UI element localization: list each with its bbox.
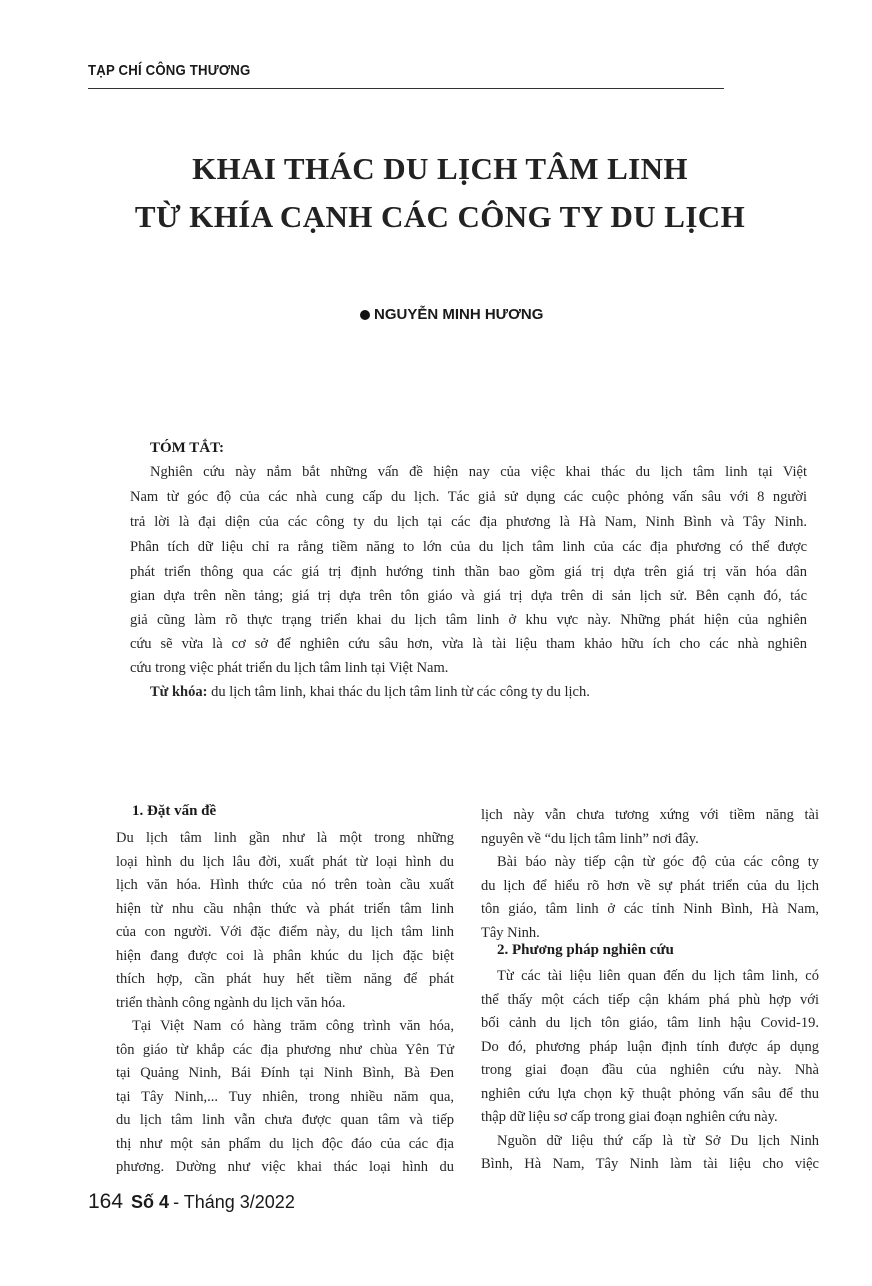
body-line: phương. Dường như việc khai thác loại hình du: [116, 1159, 454, 1175]
abstract-line: phát triển thông qua các giá trị định hướng tinh thần bao gồm giá trị dựa trên giá trị văn hóa dân: [130, 564, 807, 580]
body-line: thập dữ liệu sơ cấp trong giai đoạn nghiên cứu này.: [481, 1109, 778, 1125]
section-1-heading: 1. Đặt vấn đề: [132, 803, 217, 819]
body-line: Bài báo này tiếp cận từ góc độ của các công ty: [497, 854, 819, 870]
body-line: nguyên về “du lịch tâm linh” nơi đây.: [481, 831, 699, 847]
abstract-label: TÓM TẮT:: [150, 440, 225, 456]
body-line: tôn giáo, tâm linh ở các tỉnh Ninh Bình, Hà Nam,: [481, 901, 819, 917]
body-line: du lịch để hiểu rõ hơn về sự phát triển của du lịch: [481, 878, 819, 894]
issue-date: - Tháng 3/2022: [173, 1192, 295, 1212]
section-2-heading: 2. Phương pháp nghiên cứu: [497, 942, 674, 958]
body-line: lịch này vẫn chưa tương xứng với tiềm năng tài: [481, 807, 819, 823]
author-byline: [360, 306, 543, 323]
body-line: Tại Việt Nam có hàng trăm công trình văn hóa,: [132, 1018, 454, 1034]
keywords-line: [150, 680, 807, 704]
page-number: 164: [88, 1190, 124, 1213]
body-line: Do đó, phương pháp luận định tính được áp dụng: [481, 1039, 819, 1055]
abstract-line: Nam từ góc độ của các nhà cung cấp du lịch. Tác giả sử dụng các cuộc phỏng vấn sâu với 8 người: [130, 489, 807, 505]
body-line: loại hình du lịch lâu đời, xuất phát từ loại hình du: [116, 854, 454, 870]
body-line: tôn giáo từ khắp các địa phương như chùa Yên Tử: [116, 1042, 454, 1058]
article-title-line-2: TỪ KHÍA CẠNH CÁC CÔNG TY DU LỊCH: [134, 199, 746, 234]
issue-number: Số 4: [131, 1192, 170, 1212]
body-line: du lịch tâm linh vẫn chưa được quan tâm và tiếp: [116, 1112, 454, 1128]
body-line: bối cảnh du lịch tôn giáo, tâm linh hậu Covid-19.: [481, 1015, 819, 1031]
abstract-line: giả cũng làm rõ thực trạng triển khai du lịch tâm linh ở khu vực này. Những phát hiện của nghiên: [130, 612, 807, 628]
body-line: Nguồn dữ liệu thứ cấp là từ Sở Du lịch Ninh: [497, 1133, 819, 1149]
body-line: tại Tây Ninh,... Tuy nhiên, trong nhiều năm qua,: [116, 1089, 454, 1105]
abstract-line: trả lời là đại diện của các công ty du lịch tại các địa phương là Hà Nam, Ninh Bình và Tây Ninh.: [130, 514, 807, 530]
body-line: nghiên cứu lựa chọn kỹ thuật phỏng vấn sâu để thu: [481, 1086, 819, 1102]
abstract-line: Phân tích dữ liệu chỉ ra rằng tiềm năng to lớn của du lịch tâm linh của các địa phương có thể được: [130, 539, 807, 555]
body-line: tại Quảng Ninh, Bái Đính tại Ninh Bình, Bà Đen: [116, 1065, 454, 1081]
header-rule: [88, 88, 724, 89]
body-line: trong giai đoạn đầu của nghiên cứu này. Nhà: [481, 1062, 819, 1078]
keywords-label: Từ khóa:: [150, 684, 208, 700]
body-line: Tây Ninh.: [481, 925, 540, 941]
abstract-line: cứu trong việc phát triển du lịch tâm linh tại Việt Nam.: [130, 660, 449, 676]
body-line: thị như một sản phẩm du lịch độc đáo của các địa: [116, 1136, 454, 1152]
bullet-icon: [360, 310, 370, 320]
body-line: thể thấy một cách tiếp cận khám phá phù hợp với: [481, 992, 819, 1008]
author-name: NGUYỄN MINH HƯƠNG: [374, 306, 544, 323]
body-line: Du lịch tâm linh gần như là một trong những: [116, 830, 454, 846]
article-title-line-1: KHAI THÁC DU LỊCH TÂM LINH: [192, 151, 688, 186]
body-line: của con người. Với đặc điểm này, du lịch tâm linh: [116, 924, 454, 940]
body-line: thích hợp, cần phát huy hết tiềm năng để phát: [116, 971, 454, 987]
body-line: Từ các tài liệu liên quan đến du lịch tâm linh, có: [497, 968, 819, 984]
body-line: triển thành công ngành du lịch văn hóa.: [116, 995, 346, 1011]
journal-name: TẠP CHÍ CÔNG THƯƠNG: [88, 62, 251, 79]
page-footer: [88, 1190, 295, 1214]
keywords-text: du lịch tâm linh, khai thác du lịch tâm linh từ các công ty du lịch.: [207, 684, 590, 700]
abstract-line: Nghiên cứu này nắm bắt những vấn đề hiện nay của việc khai thác du lịch tâm linh tại Việt: [150, 464, 807, 480]
body-line: Bình, Hà Nam, Tây Ninh làm tài liệu cho việc: [481, 1156, 819, 1172]
body-line: hiện đang được coi là phân khúc du lịch đặc biệt: [116, 948, 454, 964]
abstract-line: cứu sẽ vừa là cơ sở để nghiên cứu sâu hơn, vừa là tài liệu tham khảo hữu ích cho các nhà nghiên: [130, 636, 807, 652]
abstract-line: gian dựa trên nền tảng; giá trị dựa trên tôn giáo và giá trị dựa trên di sản lịch sử. Bên cạnh đó, tác: [130, 588, 807, 604]
body-line: hiện từ nhu cầu nhận thức và phát triển tâm linh: [116, 901, 454, 917]
body-line: lịch văn hóa. Hình thức của nó trên toàn cầu xuất: [116, 877, 454, 893]
